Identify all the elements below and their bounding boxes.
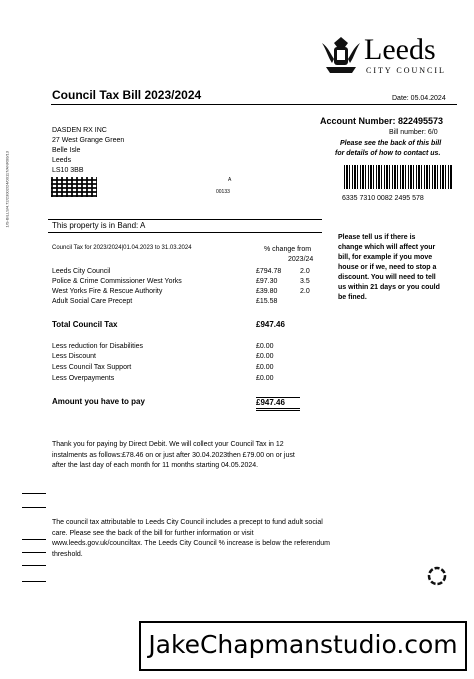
contact-note-1: Please see the back of this bill <box>340 140 442 147</box>
fold-mark <box>22 539 46 540</box>
total-label: Total Council Tax <box>52 320 118 329</box>
change-header-2: 2023/24 <box>288 256 314 263</box>
logo-name: Leeds <box>364 33 436 66</box>
address-block <box>52 126 124 176</box>
band-rule-bottom <box>48 232 322 233</box>
logo-subtitle: CITY COUNCIL <box>366 66 446 75</box>
fold-mark <box>22 581 46 582</box>
charge-amount: £15.58 <box>256 298 278 305</box>
reduction-amount: £0.00 <box>256 353 274 360</box>
charge-label: West Yorks Fire & Rescue Authority <box>52 288 163 295</box>
band-rule-top <box>48 219 322 220</box>
bill-title: Council Tax Bill 2023/2024 <box>52 88 202 102</box>
reduction-label: Less Overpayments <box>52 375 115 382</box>
charge-row <box>52 267 324 276</box>
precept-line: care. Please see the back of the bill for further information or visit <box>52 529 254 537</box>
reduction-label: Less Council Tax Support <box>52 364 132 371</box>
fold-mark <box>22 552 46 553</box>
charge-change: 3.5 <box>300 278 310 285</box>
reduction-amount: £0.00 <box>256 364 274 371</box>
contact-note-2: for details of how to contact us. <box>335 150 441 157</box>
reduction-label: Less reduction for Disabilities <box>52 343 144 350</box>
postal-code-a: A <box>228 177 232 183</box>
precept-paragraph <box>52 518 330 560</box>
total-row <box>52 320 324 329</box>
change-notice-line: house or if we, need to stop a <box>338 264 437 271</box>
address-line: 27 West Grange Green <box>52 137 125 144</box>
fold-mark <box>22 493 46 494</box>
band-label: This property is in Band: A <box>52 221 146 230</box>
postal-code-b: 00133 <box>216 189 230 195</box>
coat-of-arms-icon <box>318 33 364 77</box>
payment-paragraph <box>52 440 295 472</box>
payment-line: instalments as follows:£78.46 on or just after 30.04.2023then £79.00 on or just <box>52 451 295 459</box>
watermark-box <box>139 621 467 671</box>
reduction-amount: £0.00 <box>256 343 274 350</box>
address-line: Leeds <box>52 157 72 164</box>
watermark-text: JakeChapmanstudio.com <box>148 630 458 659</box>
total-amount: £947.46 <box>256 320 285 329</box>
charge-row <box>52 287 324 296</box>
reduction-label: Less Discount <box>52 353 96 360</box>
change-notice-line: us within 21 days or you could <box>338 284 440 291</box>
account-number: Account Number: 822495573 <box>320 116 444 126</box>
reduction-amount: £0.00 <box>256 375 274 382</box>
vertical-reference-code: 1/S-BILLS/4.72/23002/24/00117/ANR00/13 <box>4 151 10 228</box>
header-rule <box>51 104 457 105</box>
address-line: LS10 3BB <box>52 167 84 174</box>
precept-line: The council tax attributable to Leeds City Council includes a precept to fund adult social <box>52 519 323 526</box>
reduction-row <box>52 352 324 361</box>
precept-line: threshold. <box>52 550 83 558</box>
reduction-row <box>52 342 324 351</box>
amount-to-pay-label: Amount you have to pay <box>52 397 145 406</box>
payment-line: Thank you for paying by Direct Debit. We will collect your Council Tax in 12 <box>52 441 284 448</box>
charge-label: Police & Crime Commissioner West Yorks <box>52 278 182 285</box>
charge-change: 2.0 <box>300 288 310 295</box>
barcode-number: 6335 7310 0082 2495 578 <box>342 195 424 202</box>
charge-row <box>52 277 324 286</box>
fold-mark <box>22 507 46 508</box>
seal-icon <box>426 565 448 587</box>
change-notice-line: Please tell us if there is <box>338 234 416 241</box>
change-notice <box>338 233 440 303</box>
leeds-logo <box>318 33 458 79</box>
amount-to-pay-row <box>52 397 324 411</box>
amount-to-pay-value: £947.46 <box>256 397 300 411</box>
postal-code-qr <box>51 177 97 197</box>
charge-label: Leeds City Council <box>52 268 111 275</box>
change-notice-line: be fined. <box>338 294 367 301</box>
bill-date: Date: 05.04.2024 <box>392 95 446 102</box>
reduction-row <box>52 374 324 383</box>
change-header-1: % change from <box>264 246 312 253</box>
payment-line: after the last day of each month for 11 months starting 04.05.2024. <box>52 462 259 469</box>
change-notice-line: change which will affect your <box>338 244 436 251</box>
charge-row <box>52 297 324 306</box>
address-line: DASDEN RX INC <box>52 127 107 134</box>
precept-line: www.leeds.gov.uk/counciltax. The Leeds City Council % increase is below the referendum <box>52 540 330 547</box>
charge-change: 2.0 <box>300 268 310 275</box>
period-label: Council Tax for 2023/2024|01.04.2023 to 31.03.2024 <box>52 245 192 251</box>
payment-barcode <box>344 165 452 189</box>
change-notice-line: discount. You will need to tell <box>338 274 436 281</box>
change-notice-line: bill, for example if you move <box>338 254 433 261</box>
fold-mark <box>22 565 46 566</box>
charge-amount: £794.78 <box>256 268 282 275</box>
address-line: Belle Isle <box>52 147 81 154</box>
reduction-row <box>52 363 324 372</box>
charge-amount: £97.30 <box>256 278 278 285</box>
charge-label: Adult Social Care Precept <box>52 298 133 305</box>
charge-amount: £39.80 <box>256 288 278 295</box>
bill-number: Bill number: 6/0 <box>389 129 438 136</box>
